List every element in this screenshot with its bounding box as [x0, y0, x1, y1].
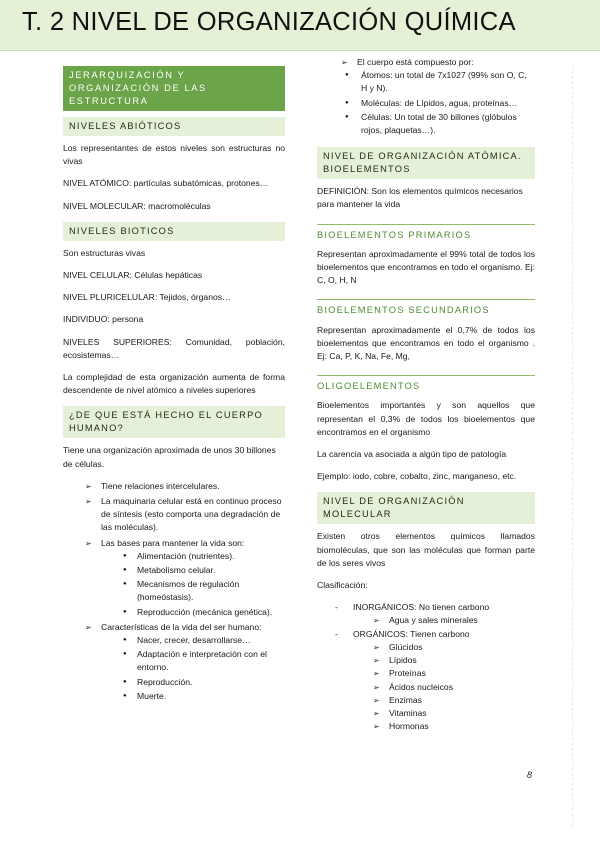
left-column [63, 66, 285, 705]
heading-organizacion-atomica: NIVEL DE ORGANIZACIÓN ATÓMICA. BIOELEMENTOS [317, 147, 535, 179]
page-title: T. 2 NIVEL DE ORGANIZACIÓN QUÍMICA [22, 8, 516, 36]
nivel-atomico: NIVEL ATÓMICO: partículas subatómicas, protones… [63, 178, 269, 189]
oligo-text-3: Ejemplo: iodo, cobre, cobalto, zinc, manganeso, etc. [317, 471, 517, 482]
list-item: ➢ Ácidos nucleicos [317, 681, 535, 694]
cuerpo-bullets [63, 480, 285, 703]
list-item [63, 537, 285, 619]
complejidad: La complejidad de esta organización aumenta de forma descendente de nivel atómico a niveles superiores [63, 372, 285, 396]
niveles-superiores: NIVELES SUPERIORES: Comunidad, población, ecosistemas… [63, 336, 285, 360]
list-item: ➢ Lípidos [317, 654, 535, 667]
compuesto-list [317, 56, 535, 137]
primarios-text: Representan aproximadamente el 99% total de todos los bioelementos que encontramos en todo el organismo. Ej: C, O, H, N [317, 248, 535, 286]
list-item: ➢ La maquinaria celular está en continuo proceso de síntesis (esto comporta una degradación de las moléculas). [63, 495, 285, 535]
heading-cuerpo-humano: ¿DE QUE ESTÁ HECHO EL CUERPO HUMANO? [63, 406, 285, 438]
clasificacion-list [317, 601, 535, 733]
cuerpo-intro: Tiene una organización aproximada de unos 30 billones de células. [63, 445, 276, 469]
list-item [317, 628, 535, 734]
margin-line [572, 66, 573, 826]
page-number: 8 [527, 770, 533, 780]
list-item: ➢ Glúcidos [317, 641, 535, 654]
nivel-molecular: NIVEL MOLECULAR: macromoléculas [63, 200, 211, 211]
heading-jerarquizacion: JERARQUIZACIÓN Y ORGANIZACIÓN DE LAS ESTRUCTURA [63, 66, 285, 111]
clasificacion: Clasificación: [317, 580, 368, 591]
list-item-label: Características de la vida del ser humano: [101, 621, 262, 632]
list-item: ● Reproducción (mecánica genética). [63, 606, 285, 619]
list-item: ➢ Tiene relaciones intercelulares. [63, 480, 285, 493]
list-item: ● Células: Un total de 30 billones (glóbulos rojos, plaquetas…). [317, 111, 535, 137]
right-column [317, 56, 535, 733]
list-item: ● Alimentación (nutrientes). [63, 550, 285, 563]
heading-bioelementos-secundarios: BIOELEMENTOS SECUNDARIOS [317, 299, 535, 317]
heading-bioticos: NIVELES BIOTICOS [63, 222, 285, 241]
list-item [63, 621, 285, 703]
list-item-label: Las bases para mantener la vida son: [101, 537, 245, 548]
abioticos-intro: Los representantes de estos niveles son estructuras no vivas [63, 143, 285, 167]
list-item: ● Adaptación e interpretación con el entorno. [63, 648, 285, 674]
list-item: ➢ Enzimas [317, 694, 535, 707]
heading-bioelementos-primarios: BIOELEMENTOS PRIMARIOS [317, 224, 535, 242]
heading-abioticos: NIVELES ABIÓTICOS [63, 117, 285, 136]
oligo-text-2: La carencia va asociada a algún tipo de patología [317, 449, 507, 460]
definicion: DEFINICIÓN: Son los elementos químicos necesarios para mantener la vida [317, 186, 523, 210]
list-item: ● Muerte. [63, 690, 285, 703]
list-item [317, 56, 535, 137]
bioticos-intro: Son estructuras vivas [63, 247, 146, 258]
list-item: ➢ Proteínas [317, 667, 535, 680]
list-item [317, 601, 535, 627]
individuo: INDIVIDUO: persona [63, 314, 144, 325]
list-item: ➢ Hormonas [317, 720, 535, 733]
molecular-intro: Existen otros elementos químicos llamados biomoléculas, que son las moléculas que forman parte de los seres vivos [317, 531, 535, 568]
inorganicos-list [317, 614, 535, 627]
list-item: ● Mecanismos de regulación (homeóstasis). [63, 578, 285, 604]
compuesto-items [317, 69, 535, 137]
oligo-text-1: Bioelementos importantes y son aquellos que representan el 0,3% de todos los bioelementos que encontramos en el organismo [317, 400, 535, 437]
heading-oligoelementos: OLIGOELEMENTOS [317, 375, 535, 393]
caracteristicas-list [63, 634, 285, 703]
list-item-label: INORGÁNICOS: No tienen carbono [353, 602, 490, 613]
list-item: ➢ Agua y sales minerales [317, 614, 535, 627]
title-band [0, 0, 600, 51]
list-item: ● Nacer, crecer, desarrollarse… [63, 634, 285, 647]
list-item: ● Moléculas: de Lípidos, agua, proteínas… [317, 97, 535, 110]
list-item: ● Reproducción. [63, 676, 285, 689]
nivel-celular: NIVEL CELULAR: Células hepáticas [63, 270, 203, 281]
organicos-list [317, 641, 535, 733]
list-item-label: ORGÁNICOS: Tienen carbono [353, 628, 470, 639]
secundarios-text: Representan aproximadamente el 0,7% de todos los bioelementos que encontramos en todo el organismo . Ej: Ca, P, K, Na, Fe, Mg, [317, 324, 535, 362]
list-item-label: El cuerpo está compuesto por: [357, 57, 474, 67]
list-item: ● Metabolismo celular. [63, 564, 285, 577]
nivel-pluricelular: NIVEL PLURICELULAR: Tejidos, órganos… [63, 292, 231, 303]
heading-organizacion-molecular: NIVEL DE ORGANIZACIÓN MOLECULAR [317, 492, 535, 524]
list-item: ● Átomos: un total de 7x1027 (99% son O, C, H y N). [317, 69, 535, 95]
bases-list [63, 550, 285, 619]
list-item: ➢ Vitaminas [317, 707, 535, 720]
